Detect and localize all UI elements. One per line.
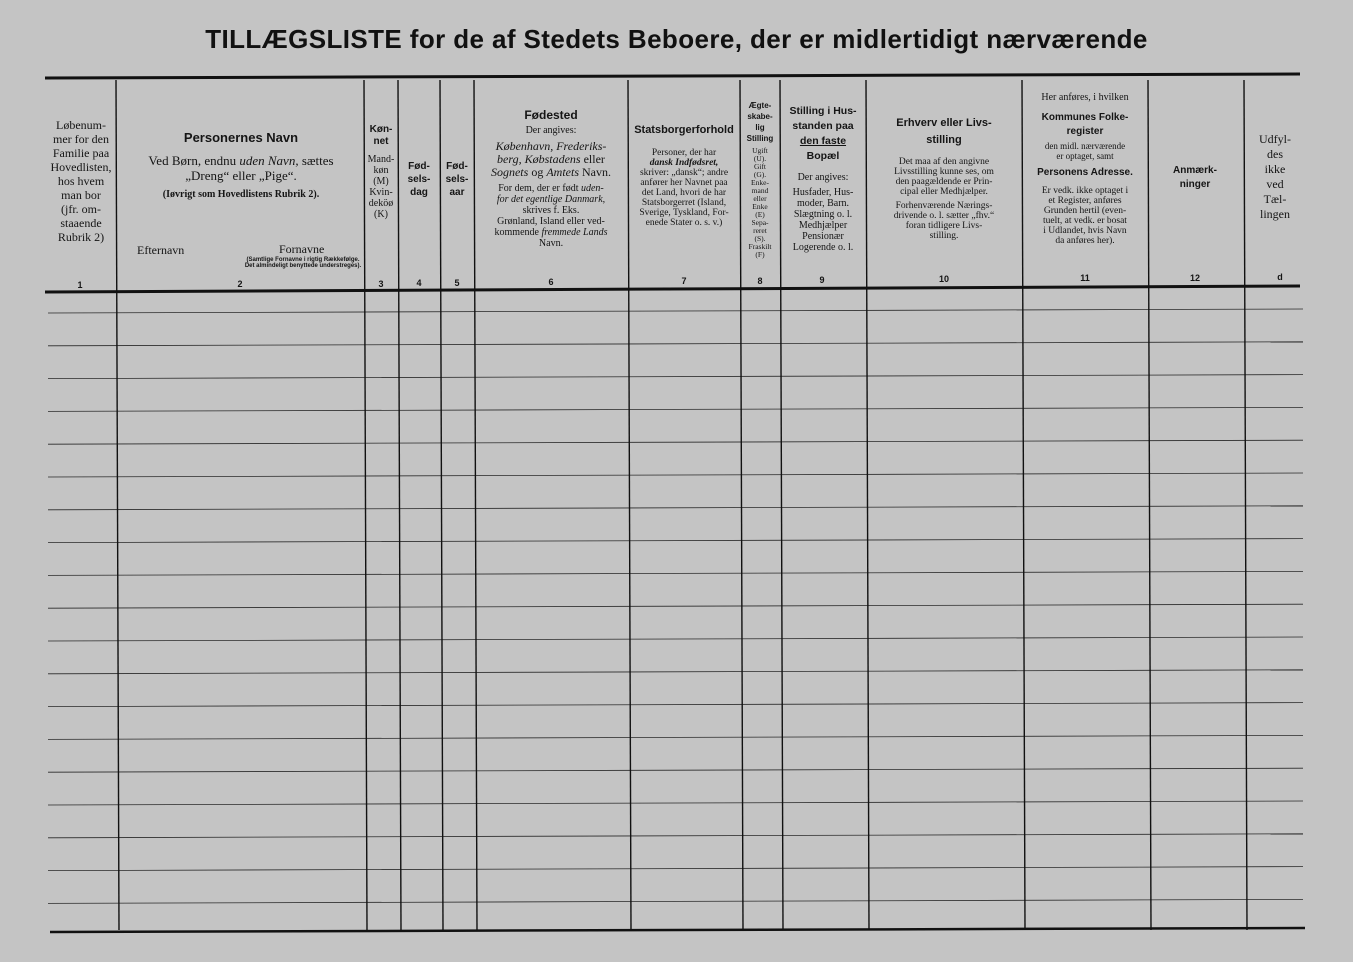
row-line [48,670,1303,674]
row-line [48,899,1303,903]
col-2-sub-fornavne: Fornavne [279,242,325,256]
row-line [48,637,1303,641]
header-col-8: Ægte- skabe- lig Stilling Ugift (U). Gift (G). Enke- mand eller Enke (E) Sepa- reret (S). Fraskilt (F) [746,101,774,259]
col-1-text: Løbenum- mer for den Familie paa Hovedlisten, hos hvem man bor (jfr. om- staaende Rubrik 2) [50,118,112,244]
header-col-3: Køn- net Mand- køn (M) Kvin- deköø (K) [367,124,395,220]
col-number-10: 10 [938,274,949,284]
row-line [48,375,1303,379]
header-col-d: Udfyl- des ikke ved Tæl- lingen [1259,132,1291,221]
col-number-7: 7 [681,276,687,286]
row-line [48,604,1303,608]
col-number-2: 2 [237,279,243,289]
col-number-12: 12 [1189,273,1200,283]
header-col-5: Fød- sels- aar [445,161,469,198]
col-2-note: (Iøvrigt som Hovedlistens Rubrik 2). [162,189,320,200]
table-rows [48,309,1303,903]
page-title: TILLÆGSLISTE for de af Stedets Beboere, der er midlertidigt nærværende [205,24,1148,54]
col-number-d: d [1277,272,1283,282]
header-col-4: Fød- sels- dag [407,161,431,198]
row-line [48,867,1303,871]
top-rule [45,74,1300,78]
row-line [48,506,1303,510]
row-line [48,768,1303,772]
col-number-4: 4 [416,278,422,288]
row-line [48,407,1303,411]
row-line [48,735,1303,739]
col-2-line1: Ved Børn, endnu uden Navn, sættes [148,153,334,168]
row-line [48,342,1303,346]
header-col-6: Fødested Der angives: København, Frederiks- berg, Købstadens eller Sognets og Amtets Navn. For dem, der er født uden- for det egentlige Danmark, skrives f. Eks. Grønland, Island eller ved- kommende fremmede Lands Navn. [490,108,611,249]
header-col-10: Erhverv eller Livs- stilling Det maa af den angivne Livsstilling kunne ses, om den paagældende er Prin- cipal eller Medhjælper. Forhenværende Nærings- drivende o. l. sætter „fhv.“ foran tidligere Livs- stilling. [893,117,995,241]
col-2-sub-efternavn: Efternavn [137,243,185,257]
row-line [48,571,1303,575]
header-col-1 [44,118,118,306]
col-2-heading: Personernes Navn [183,130,299,145]
col-number-11: 11 [1080,273,1090,283]
col-number-6: 6 [548,277,554,287]
row-line [48,440,1303,444]
col-number-3: 3 [378,279,384,289]
header-col-7: Statsborgerforhold Personer, der har dansk Indfødsret, skriver: „dansk“; andre anfører her Navnet paa det Land, hvori de har Statsborgerret (Island, Sverige, Tyskland, For- enede Stater o. s. v.) [634,124,734,228]
bottom-rule [50,928,1305,932]
header-col-11: Her anføres, i hvilken Kommunes Folke- register den midl. nærværende er optaget, samt Personens Adresse. Er vedk. ikke optaget i et Register, anføres Grunden hertil (even- tuelt, at vedk. er bosat i Udlandet, hvis Navn da anføres her). [1037,92,1133,246]
col-number-1: 1 [77,280,83,290]
row-line [48,834,1303,838]
col-2-sub-fornavne-note: (Samtlige Fornavne i rigtig Rækkefølge. Det almindeligt benyttede understreges). [244,257,362,269]
header-col-12: Anmærk- ninger [1173,165,1217,190]
col-number-8: 8 [757,276,763,286]
header-col-2 [118,130,364,318]
col-number-5: 5 [454,278,460,288]
col-2-line2: „Dreng“ eller „Pige“. [185,168,297,183]
row-line [48,539,1303,543]
col-number-9: 9 [819,275,825,285]
row-line [48,473,1303,477]
row-line [48,703,1303,707]
row-line [48,801,1303,805]
header-col-9: Stilling i Hus- standen paa den faste Bopæl Der angives: Husfader, Hus- moder, Barn. Slægtning o. l. Medhjælper Pensionær Logerende o. l. [789,105,857,253]
